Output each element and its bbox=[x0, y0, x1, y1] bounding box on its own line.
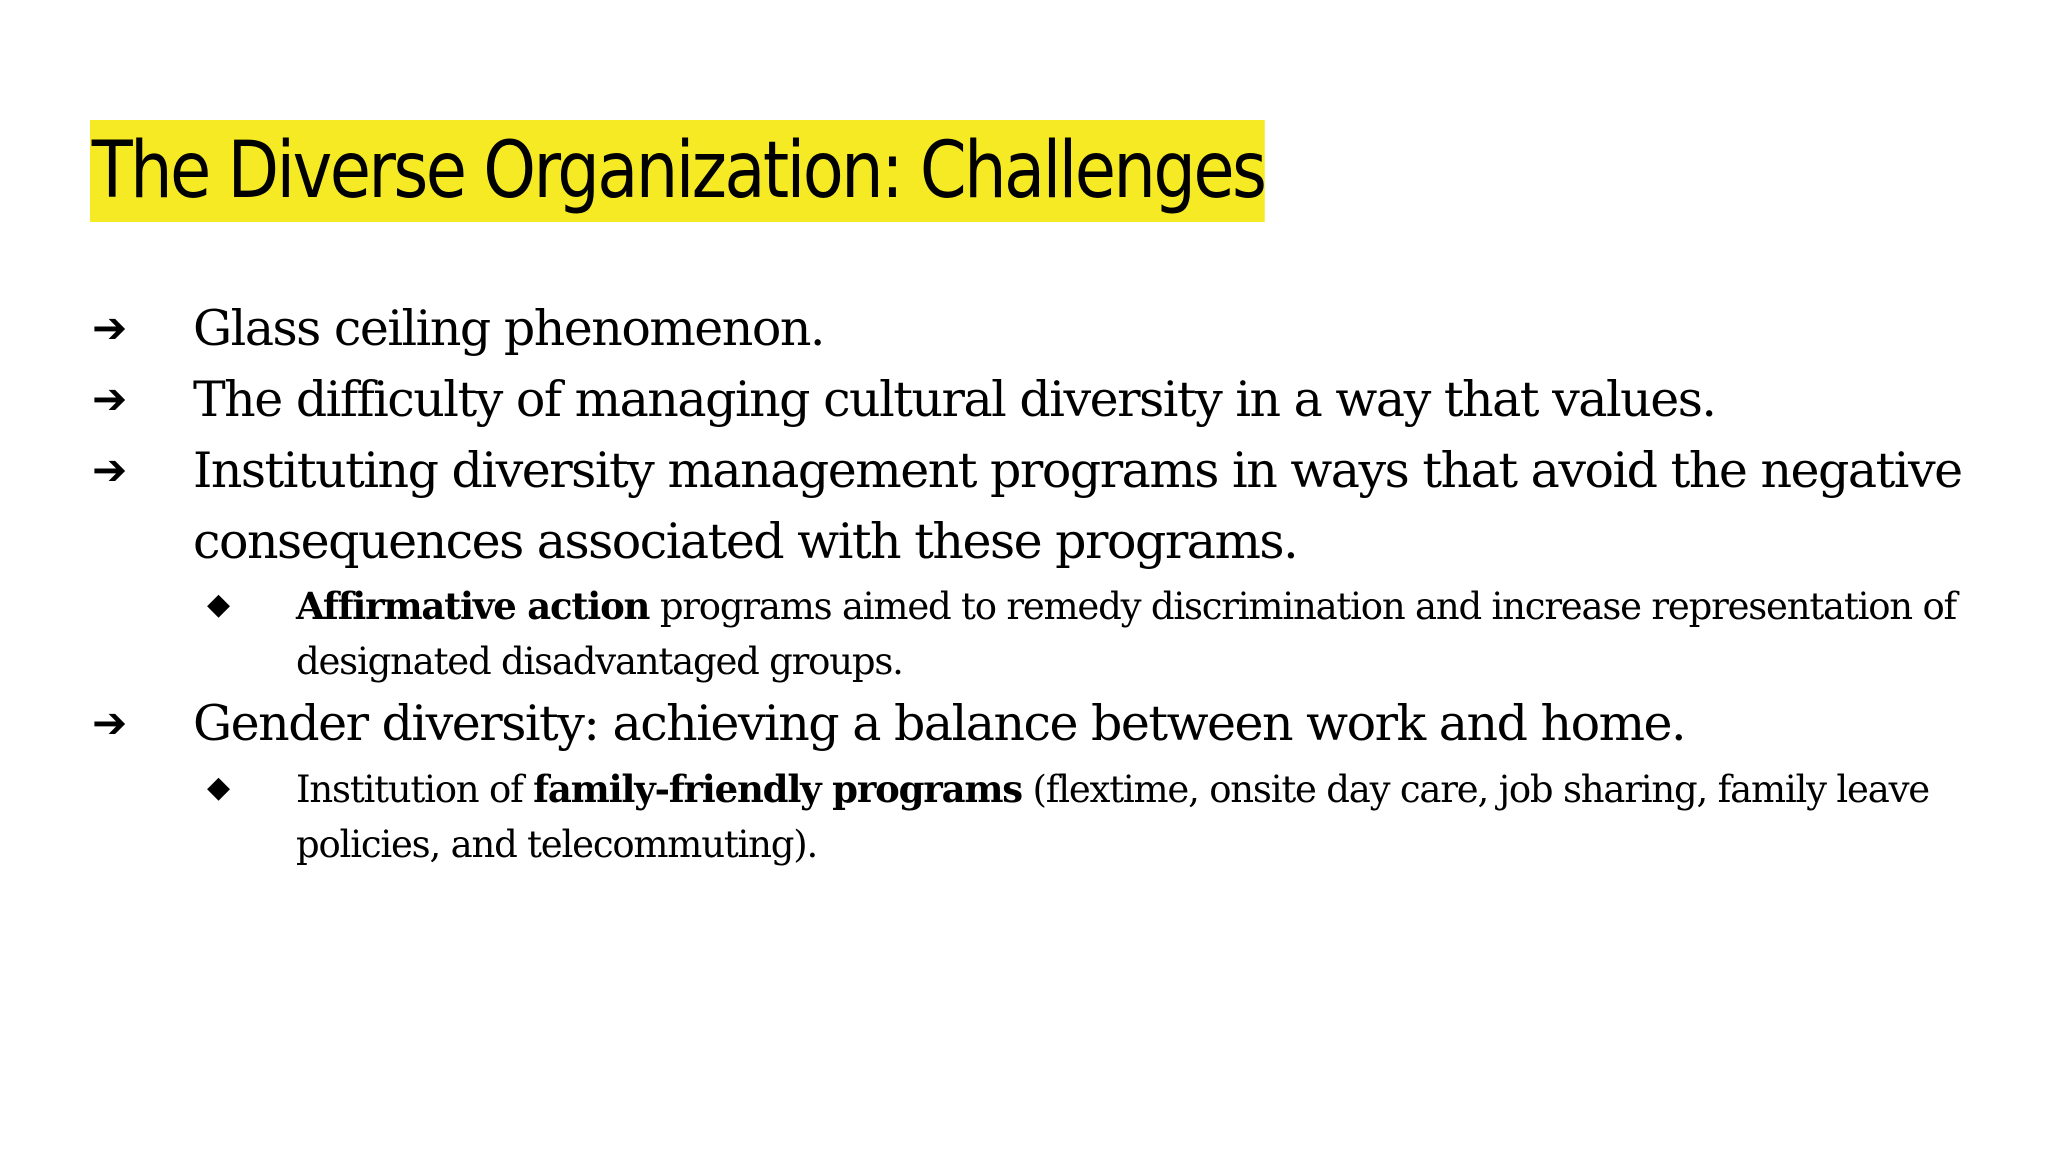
sub-bullet-bold: Affirmative action bbox=[296, 584, 650, 628]
sub-bullet-rest: (flextime, onsite day care, job sharing, family leave bbox=[1021, 768, 1929, 811]
sub-bullet-line-2: designated disadvantaged groups. bbox=[296, 640, 903, 683]
bullet-text-line-1: Instituting diversity management programs in ways that avoid the negative bbox=[193, 442, 1962, 499]
bullet-text: Glass ceiling phenomenon. bbox=[193, 300, 824, 357]
diamond-icon: ◆ bbox=[207, 587, 231, 622]
sub-bullet-line-2: policies, and telecommuting). bbox=[296, 823, 818, 866]
sub-bullet-prefix: Institution of bbox=[296, 768, 534, 811]
bullet-text: Gender diversity: achieving a balance between work and home. bbox=[193, 695, 1686, 752]
bullet-text: The difficulty of managing cultural diversity in a way that values. bbox=[193, 371, 1716, 428]
bullet-text-line-2: consequences associated with these programs. bbox=[193, 513, 1298, 570]
sub-bullet-line-1 bbox=[296, 579, 1996, 634]
right-arrow-icon: ➔ bbox=[92, 445, 128, 494]
diamond-icon: ◆ bbox=[207, 770, 231, 805]
right-arrow-icon: ➔ bbox=[92, 374, 128, 423]
slide-title: The Diverse Organization: Challenges bbox=[90, 120, 1264, 222]
sub-bullet-rest: programs aimed to remedy discrimination and increase representation of bbox=[649, 585, 1957, 628]
sub-bullet-line-1 bbox=[296, 762, 1996, 817]
right-arrow-icon: ➔ bbox=[92, 303, 128, 352]
right-arrow-icon: ➔ bbox=[92, 698, 128, 747]
sub-bullet-bold: family-friendly programs bbox=[533, 767, 1022, 811]
